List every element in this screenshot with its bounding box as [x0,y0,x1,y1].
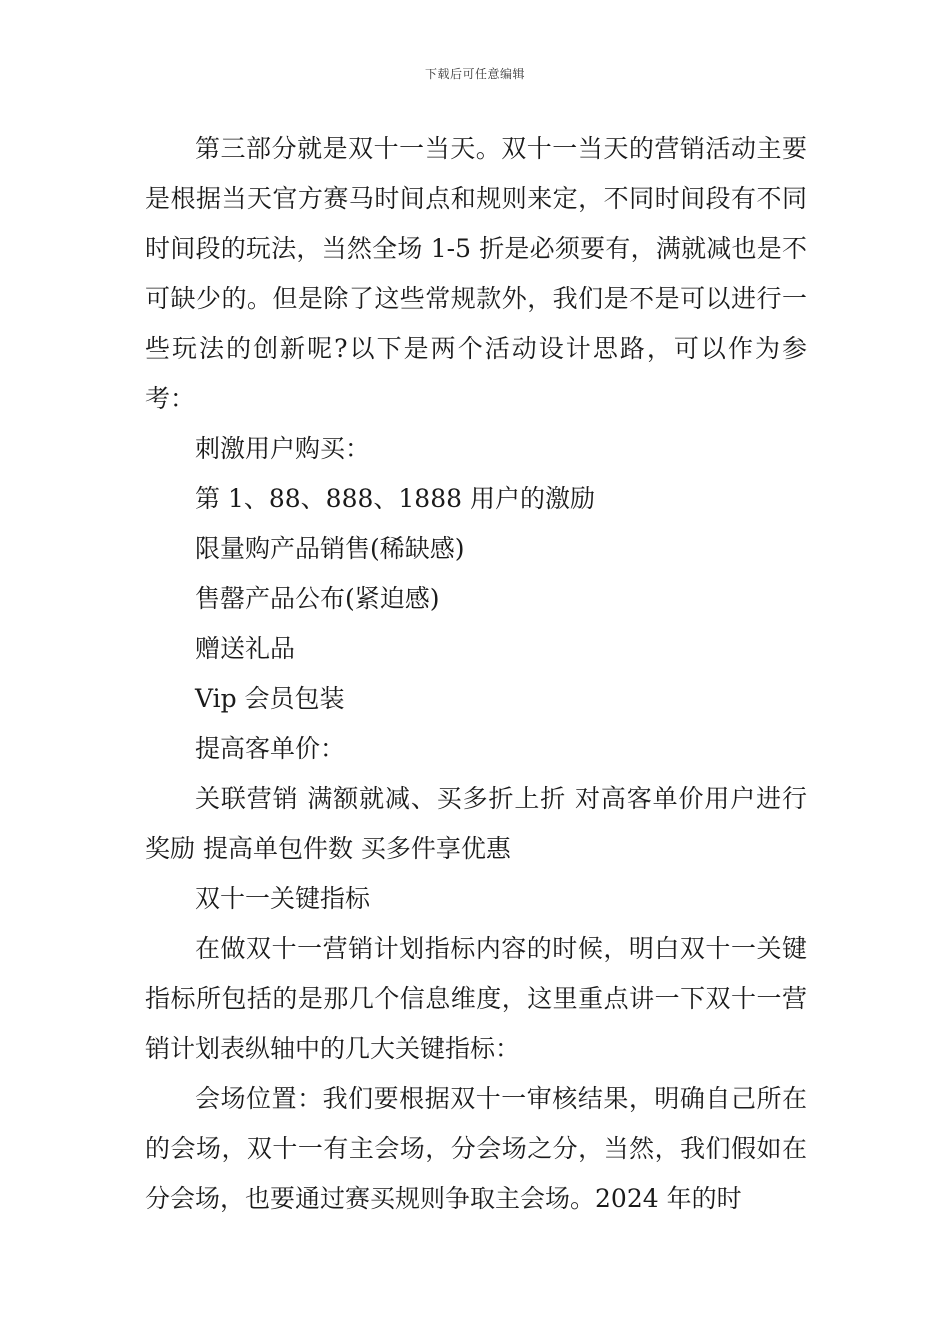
paragraph-gift: 赠送礼品 [195,634,296,663]
paragraph-related-marketing: 关联营销 满额就减、买多折上折 对高客单价用户进行奖励 提高单包件数 买多件享优惠 [145,784,807,863]
paragraph-venue-position: 会场位置：我们要根据双十一审核结果，明确自己所在的会场，双十一有主会场，分会场之分，当然，我们假如在分会场，也要通过赛买规则争取主会场。2024 年的时 [145,1084,807,1213]
paragraph-sold-out-announcement: 售罄产品公布(紧迫感) [195,584,440,613]
paragraph-stimulate-purchase-heading: 刺激用户购买： [195,434,371,463]
paragraph-day-of-event: 第三部分就是双十一当天。双十一当天的营销活动主要是根据当天官方赛马时间点和规则来定，不同时间段有不同时间段的玩法，当然全场 1-5 折是必须要有，满就减也是不可缺少的。但是除了这些常规款外，我们是不是可以进行一些玩法的创新呢?以下是两个活动设计思路，可以作为参考： [145,134,807,413]
paragraph-user-incentive: 第 1、88、888、1888 用户的激励 [195,484,595,513]
paragraph-key-metrics-intro: 在做双十一营销计划指标内容的时候，明白双十一关键指标所包括的是那几个信息维度，这里重点讲一下双十一营销计划表纵轴中的几大关键指标： [145,934,807,1063]
page-header: 下载后可任意编辑 [424,67,525,81]
document-body [145,124,807,1224]
paragraph-raise-order-value-heading: 提高客单价： [195,734,346,763]
paragraph-key-metrics-heading: 双十一关键指标 [195,884,371,913]
paragraph-limited-sale: 限量购产品销售(稀缺感) [195,534,465,563]
paragraph-vip-package: Vip 会员包装 [195,684,345,713]
